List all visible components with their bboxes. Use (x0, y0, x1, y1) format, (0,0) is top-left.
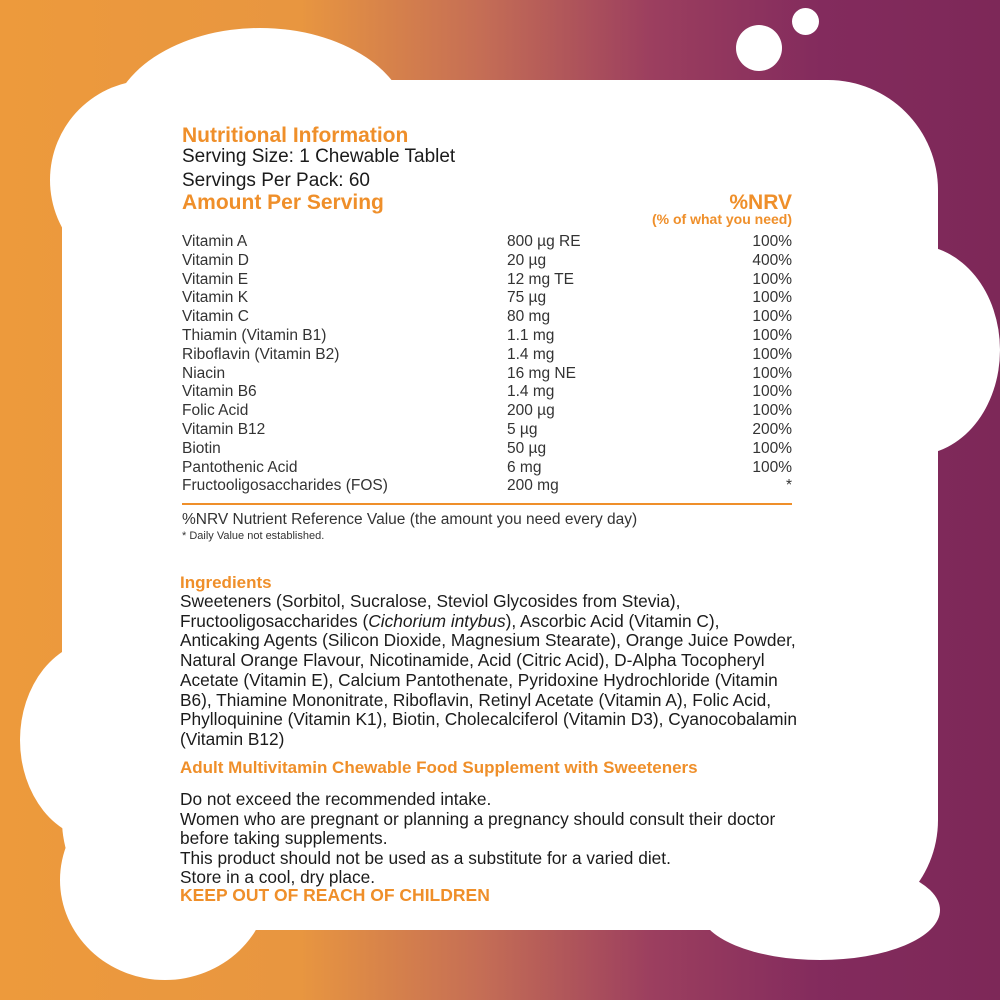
daily-value-note: * Daily Value not established. (182, 530, 325, 542)
warnings (180, 790, 800, 888)
nutrient-row (182, 402, 792, 421)
nutrient-name: Biotin (182, 439, 221, 457)
ingredients-text (180, 592, 800, 750)
nutrient-name: Niacin (182, 364, 226, 382)
nutrient-name: Thiamin (Vitamin B1) (182, 326, 327, 344)
nutrient-amount: 5 µg (507, 420, 538, 438)
ingredients-title: Ingredients (180, 573, 272, 592)
warning-line: Women who are pregnant or planning a pregnancy should consult their doctor before taking supplements. (180, 808, 776, 849)
nutrient-amount: 800 µg RE (507, 233, 581, 250)
nutrient-row (182, 421, 792, 440)
nutrient-name: Vitamin D (182, 251, 249, 269)
nutrient-nrv: 100% (752, 364, 792, 382)
nutrient-amount: 1.4 mg (507, 345, 555, 363)
nutrient-row (182, 271, 792, 290)
nutrient-row (182, 477, 792, 496)
nutrient-amount: 200 µg (507, 402, 555, 420)
nutrient-row (182, 308, 792, 327)
nutrient-row (182, 459, 792, 478)
nutrient-name: Vitamin B6 (182, 383, 257, 401)
nrv-subheading: (% of what you need) (652, 211, 792, 227)
nutrient-nrv: 100% (752, 458, 792, 476)
nutrient-name: Vitamin A (182, 233, 248, 250)
nutrient-name: Vitamin B12 (182, 420, 266, 438)
nutrient-name: Vitamin C (182, 308, 249, 326)
nutrient-row (182, 252, 792, 271)
nutrient-nrv: 100% (752, 308, 792, 326)
nutrient-amount: 20 µg (507, 251, 547, 269)
nutrient-row (182, 440, 792, 459)
nutrient-nrv: * (785, 477, 792, 495)
nutrient-nrv: 100% (752, 439, 792, 457)
nutrient-nrv: 100% (752, 402, 792, 420)
nutrient-amount: 1.1 mg (507, 326, 555, 344)
nutrition-title: Nutritional Information (182, 124, 409, 147)
nutrient-name: Riboflavin (Vitamin B2) (182, 345, 340, 363)
amount-per-serving-heading: Amount Per Serving (182, 191, 384, 214)
nutrient-nrv: 100% (752, 233, 792, 250)
nutrient-amount: 75 µg (507, 289, 547, 307)
nutrient-amount: 50 µg (507, 439, 547, 457)
nutrient-amount: 12 mg TE (507, 270, 574, 288)
nutrient-row (182, 289, 792, 308)
nutrient-amount: 200 mg (507, 477, 559, 495)
nutrient-row (182, 346, 792, 365)
ingredients-text-part: Sweeteners (Sorbitol, Sucralose, Steviol Glycosides from Stevia), Fructooligosaccharides ( (180, 591, 681, 631)
nutrient-amount: 6 mg (507, 458, 542, 476)
ingredients-text-part: ), Ascorbic Acid (Vitamin C), Anticaking Agents (Silicon Dioxide, Magnesium Stearate), Orange Juice Powder, Natural Orange Flavour, Nicotinamide, Acid (Citric Acid), D-Alpha Tocopheryl Acetate (Vitamin E), Calcium Pantothenate, Pyridoxine Hydrochloride (Vitamin B6), Thiamine Mononitrate, Riboflavin, Retinyl Acetate (Vitamin A), Folic Acid, Phylloquinine (Vitamin K1), Biotin, Cholecalciferol (Vitamin D3), Cyanocobalamin (Vitamin B12) (180, 610, 797, 749)
ingredients-italic-part: Cichorium intybus (368, 610, 506, 631)
nutrient-nrv: 200% (752, 420, 792, 438)
nutrient-nrv: 100% (752, 326, 792, 344)
nutrient-amount: 1.4 mg (507, 383, 555, 401)
nutrient-row (182, 233, 792, 252)
warning-line: Store in a cool, dry place. (180, 867, 375, 888)
warning-line: This product should not be used as a substitute for a varied diet. (180, 847, 671, 868)
nutrient-nrv: 100% (752, 345, 792, 363)
nutrient-name: Fructooligosaccharides (FOS) (182, 477, 388, 495)
nutrient-name: Vitamin E (182, 270, 249, 288)
nutrient-name: Pantothenic Acid (182, 458, 298, 476)
nutrient-nrv: 100% (752, 383, 792, 401)
nutrient-table (182, 233, 792, 496)
nutrient-row (182, 365, 792, 384)
supplement-title: Adult Multivitamin Chewable Food Supplement with Sweeteners (180, 758, 698, 777)
nutrient-name: Vitamin K (182, 289, 249, 307)
nutrient-nrv: 100% (752, 270, 792, 288)
nrv-note: %NRV Nutrient Reference Value (the amount you need every day) (182, 511, 638, 528)
nutrient-name: Folic Acid (182, 402, 249, 420)
nutrient-row (182, 327, 792, 346)
nutrient-row (182, 383, 792, 402)
keep-out-warning: KEEP OUT OF REACH OF CHILDREN (180, 885, 490, 905)
nutrient-amount: 80 mg (507, 308, 551, 326)
warning-line: Do not exceed the recommended intake. (180, 789, 492, 809)
nutrient-nrv: 100% (752, 289, 792, 307)
nutrient-nrv: 400% (752, 251, 792, 269)
servings-per-pack: Servings Per Pack: 60 (182, 170, 370, 191)
nutrient-amount: 16 mg NE (507, 364, 576, 382)
nrv-heading: %NRV (729, 191, 792, 214)
divider (182, 503, 792, 505)
serving-size: Serving Size: 1 Chewable Tablet (182, 146, 456, 167)
